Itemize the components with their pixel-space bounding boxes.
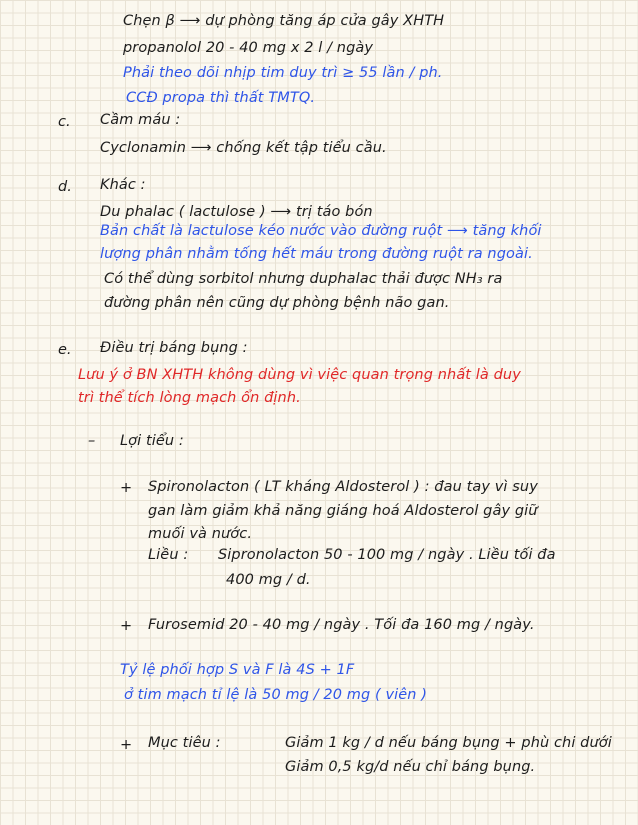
dose-label: Liều : bbox=[148, 547, 189, 563]
target-bullet: + bbox=[120, 737, 133, 753]
section-e-label: e. bbox=[58, 342, 72, 358]
section-c-label: c. bbox=[58, 114, 71, 130]
dash-bullet: – bbox=[88, 433, 96, 449]
section-d-title: Khác : bbox=[100, 177, 146, 193]
xhth-warning-line-2: trì thể tích lòng mạch ổn định. bbox=[78, 390, 301, 406]
sorbitol-line-2: đường phân nên cũng dự phòng bệnh não gan. bbox=[104, 295, 450, 311]
target-line-1: Giảm 1 kg / d nếu báng bụng + phù chi dưới bbox=[285, 735, 612, 751]
duphalac-line: Du phalac ( lactulose ) ⟶ trị táo bón bbox=[100, 204, 373, 220]
sorbitol-line-1: Có thể dùng sorbitol nhưng duphalac thải được NH₃ ra bbox=[104, 271, 503, 287]
spironolacton-line-2: gan làm giảm khả năng giáng hoá Aldosterol gây giữ bbox=[148, 503, 538, 519]
furo-bullet: + bbox=[120, 618, 133, 634]
furosemid-line: Furosemid 20 - 40 mg / ngày . Tối đa 160 mg / ngày. bbox=[148, 617, 535, 633]
spironolacton-line-3: muối và nước. bbox=[148, 526, 253, 542]
section-d-label: d. bbox=[58, 179, 72, 195]
cyclonamin-line: Cyclonamin ⟶ chống kết tập tiểu cầu. bbox=[100, 140, 387, 156]
heart-rate-note-line: Phải theo dõi nhịp tim duy trì ≥ 55 lần / ph. bbox=[123, 65, 443, 81]
chen-beta-line: Chẹn β ⟶ dự phòng tăng áp cửa gây XHTH bbox=[123, 13, 445, 29]
spiro-bullet: + bbox=[120, 480, 133, 496]
spironolacton-line-1: Spironolacton ( LT kháng Aldosterol ) : đau tay vì suy bbox=[148, 479, 538, 495]
diuretic-title: Lợi tiểu : bbox=[120, 433, 184, 449]
lactulose-mechanism-line-1: Bản chất là lactulose kéo nước vào đường ruột ⟶ tăng khối bbox=[100, 223, 542, 239]
spiro-dose-line-1: Sipronolacton 50 - 100 mg / ngày . Liều tối đa bbox=[218, 547, 556, 563]
contraindication-line: CCĐ propa thì thất TMTQ. bbox=[126, 90, 316, 106]
ratio-line-1: Tỷ lệ phối hợp S và F là 4S + 1F bbox=[120, 662, 355, 678]
xhth-warning-line-1: Lưu ý ở BN XHTH không dùng vì việc quan trọng nhất là duy bbox=[78, 367, 521, 383]
lactulose-mechanism-line-2: lượng phân nhằm tống hết máu trong đường ruột ra ngoài. bbox=[100, 246, 533, 262]
section-c-title: Cầm máu : bbox=[100, 112, 181, 128]
section-e-title: Điều trị báng bụng : bbox=[100, 340, 248, 356]
target-line-2: Giảm 0,5 kg/d nếu chỉ báng bụng. bbox=[285, 759, 536, 775]
ratio-line-2: ở tim mạch tỉ lệ là 50 mg / 20 mg ( viên ) bbox=[124, 687, 428, 703]
spiro-dose-line-2: 400 mg / d. bbox=[226, 572, 311, 588]
target-label: Mục tiêu : bbox=[148, 735, 221, 751]
propanolol-dose-line: propanolol 20 - 40 mg x 2 l / ngày bbox=[123, 40, 374, 56]
